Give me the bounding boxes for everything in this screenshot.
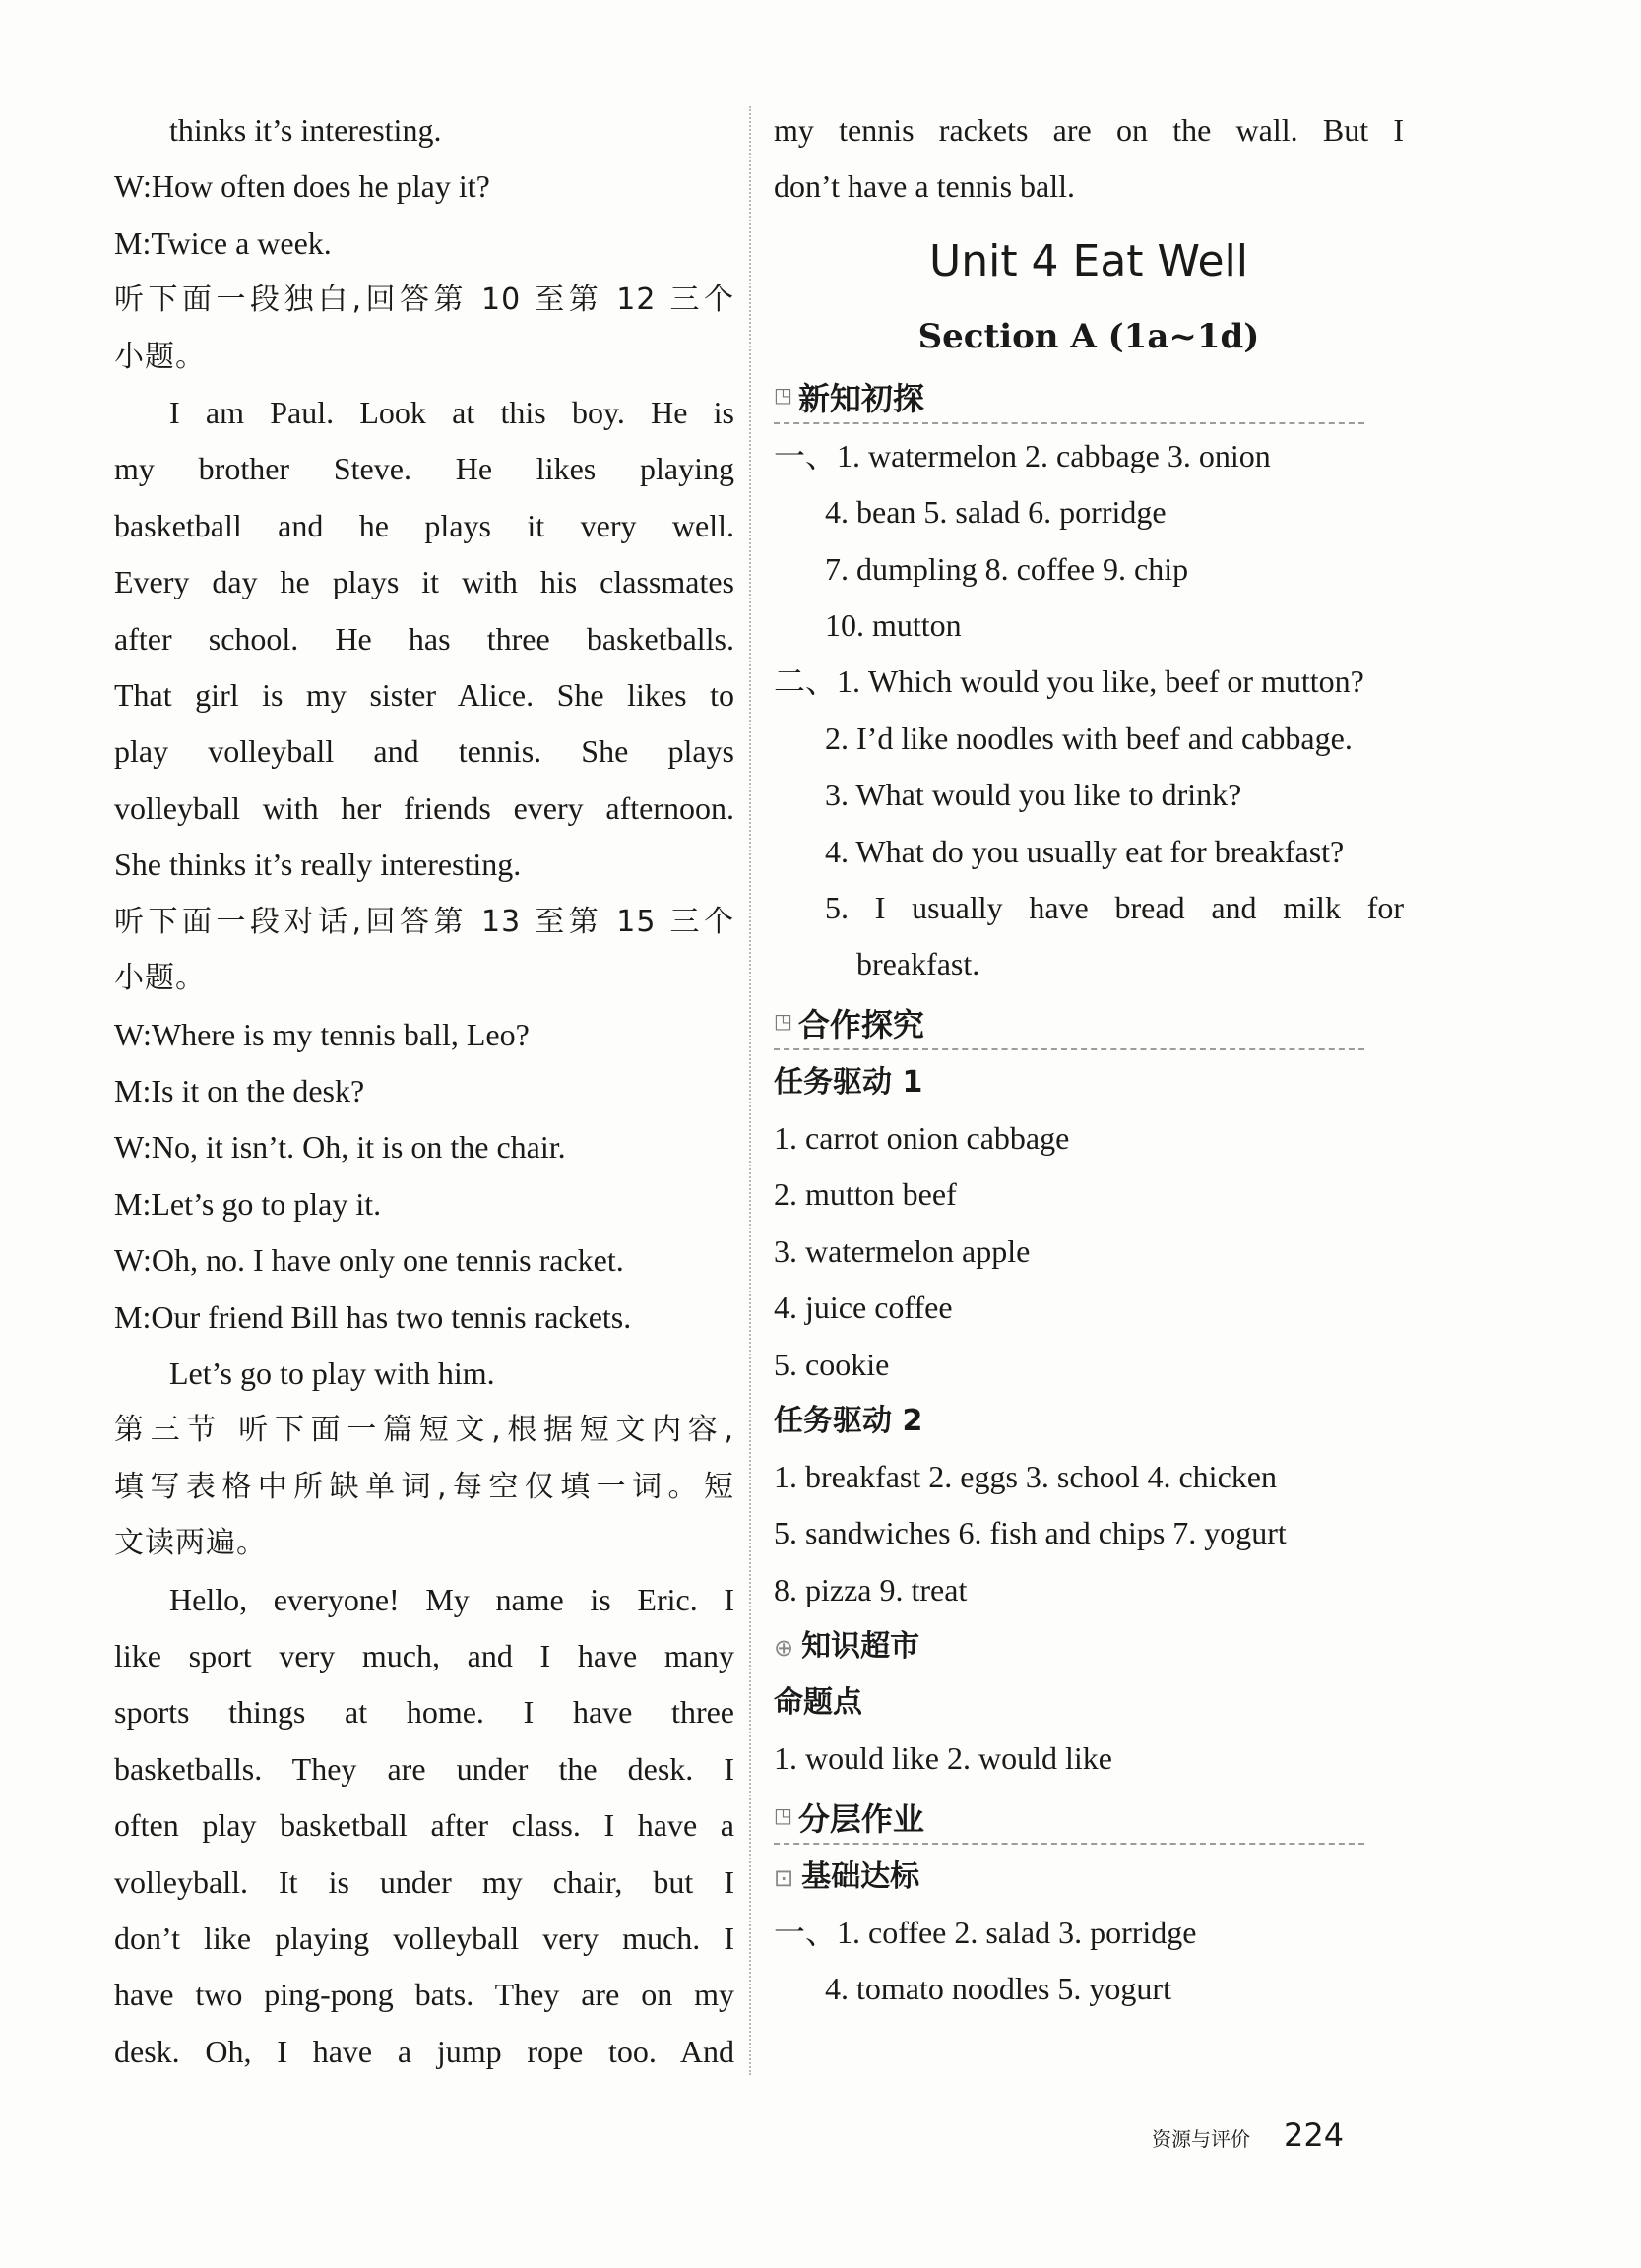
answer-line: 10. mutton: [825, 607, 962, 644]
text-line: Every day he plays it with his classmates: [114, 564, 734, 600]
text-line: 填写表格中所缺单词,每空仅填一词。短: [114, 1469, 734, 1504]
text-line: volleyball. It is under my chair, but I: [114, 1863, 734, 1900]
text-line: W:Oh, no. I have only one tennis racket.: [114, 1242, 624, 1279]
text-line: M:Our friend Bill has two tennis rackets.: [114, 1298, 632, 1335]
answer-line: 2. I’d like noodles with beef and cabbage.: [825, 720, 1353, 756]
text-line: 小题。: [114, 961, 206, 996]
answer-line: 二、1. Which would you like, beef or mutton?: [774, 663, 1364, 700]
footer-brand: 资源与评价: [1152, 2127, 1250, 2151]
text-line: don’t like playing volleyball very much. I: [114, 1921, 734, 1956]
new-knowledge-heading: [774, 367, 1364, 424]
text-line: play volleyball and tennis. She plays: [114, 733, 734, 770]
text-line: don’t have a tennis ball.: [774, 168, 1075, 205]
text-line: basketballs. They are under the desk. I: [114, 1750, 734, 1787]
text-line: basketball and he plays it very well.: [114, 507, 734, 543]
text-line: W:How often does he play it?: [114, 168, 490, 205]
text-line: 听下面一段独白,回答第 10 至第 12 三个: [114, 283, 734, 318]
cooperation-heading-text: 合作探究: [797, 1005, 924, 1043]
answer-line: 4. tomato noodles 5. yogurt: [825, 1970, 1171, 2006]
answer-line: 5. I usually have bread and milk for: [825, 890, 1404, 926]
text-line: volleyball with her friends every afternoon.: [114, 789, 734, 826]
text-line: 文读两遍。: [114, 1526, 267, 1561]
answer-line: 1. breakfast 2. eggs 3. school 4. chicken: [774, 1458, 1277, 1494]
right-top-lines: [774, 102, 1404, 216]
new-knowledge-lines: [774, 428, 1404, 993]
knowledge-market-heading: [774, 1618, 1404, 1674]
cooperation-heading: [774, 993, 1364, 1050]
unit-title: Unit 4 Eat Well: [929, 235, 1248, 286]
text-line: Hello, everyone! My name is Eric. I: [169, 1581, 734, 1617]
answer-line: 4. juice coffee: [774, 1290, 953, 1326]
text-line: after school. He has three basketballs.: [114, 620, 734, 657]
text-line: sports things at home. I have three: [114, 1694, 734, 1731]
bookmark-icon: ◳: [774, 382, 792, 407]
text-line: my tennis rackets are on the wall. But I: [774, 112, 1404, 148]
basic-level-heading: [774, 1849, 1404, 1905]
text-line: 听下面一段对话,回答第 13 至第 15 三个: [114, 904, 734, 939]
right-column: [774, 102, 1404, 2017]
task1-label: 任务驱动 1: [774, 1064, 923, 1100]
knowledge-market-heading-text: 知识超市: [801, 1629, 920, 1665]
answer-line: breakfast.: [856, 946, 980, 982]
lock-icon: ⊡: [774, 1863, 794, 1892]
page-number: 224: [1284, 2116, 1345, 2154]
answer-line: 1. would like 2. would like: [774, 1740, 1112, 1777]
answer-line: 4. bean 5. salad 6. porridge: [825, 494, 1167, 531]
left-column: [114, 102, 734, 2080]
answer-line: 8. pizza 9. treat: [774, 1571, 968, 1607]
text-line: M:Twice a week.: [114, 224, 332, 261]
answer-line: 2. mutton beef: [774, 1176, 957, 1213]
answer-line: 一、1. coffee 2. salad 3. porridge: [774, 1914, 1197, 1950]
answer-line: 4. What do you usually eat for breakfast?: [825, 833, 1345, 869]
new-knowledge-heading-text: 新知初探: [797, 379, 924, 417]
answer-line: 7. dumpling 8. coffee 9. chip: [825, 550, 1189, 587]
text-line: often play basketball after class. I have a: [114, 1807, 734, 1844]
task2-label: 任务驱动 2: [774, 1403, 923, 1438]
text-line: like sport very much, and I have many: [114, 1637, 734, 1673]
text-line: W:No, it isn’t. Oh, it is on the chair.: [114, 1129, 566, 1166]
answer-line: 5. sandwiches 6. fish and chips 7. yogurt: [774, 1515, 1287, 1551]
column-divider: [749, 106, 751, 2075]
text-line: M:Let’s go to play it.: [114, 1185, 382, 1222]
homework-heading: [774, 1788, 1364, 1845]
task2-lines: [774, 1449, 1404, 1618]
page-footer: [1152, 2116, 1344, 2154]
text-line: That girl is my sister Alice. She likes to: [114, 677, 734, 714]
homework-heading-text: 分层作业: [797, 1799, 924, 1838]
knowledge-market-lines: [774, 1731, 1404, 1787]
answer-line: 3. watermelon apple: [774, 1232, 1031, 1269]
text-line: have two ping-pong bats. They are on my: [114, 1977, 734, 2013]
bookmark-icon: ◳: [774, 1008, 792, 1033]
text-line: I am Paul. Look at this boy. He is: [169, 395, 734, 431]
text-line: M:Is it on the desk?: [114, 1072, 365, 1108]
answer-line: 3. What would you like to drink?: [825, 777, 1242, 813]
map-pin-icon: ⊕: [774, 1634, 794, 1663]
text-line: W:Where is my tennis ball, Leo?: [114, 1016, 530, 1052]
proposition-point-label: 命题点: [774, 1685, 862, 1721]
text-line: desk. Oh, I have a jump rope too. And: [114, 2033, 734, 2069]
basic-level-heading-text: 基础达标: [801, 1858, 920, 1894]
answer-line: 一、1. watermelon 2. cabbage 3. onion: [774, 437, 1271, 473]
text-line: my brother Steve. He likes playing: [114, 451, 734, 487]
text-line: She thinks it’s really interesting.: [114, 847, 522, 883]
bookmark-icon: ◳: [774, 1802, 792, 1827]
text-line: thinks it’s interesting.: [169, 112, 442, 148]
text-line: 第三节 听下面一篇短文,根据短文内容,: [114, 1413, 734, 1448]
text-line: Let’s go to play with him.: [169, 1354, 495, 1391]
task1-lines: [774, 1110, 1404, 1393]
text-line: 小题。: [114, 339, 206, 374]
answer-line: 5. cookie: [774, 1346, 890, 1382]
answer-line: 1. carrot onion cabbage: [774, 1119, 1070, 1156]
section-title: Section A (1a~1d): [917, 316, 1260, 356]
homework-lines: [774, 1905, 1404, 2018]
